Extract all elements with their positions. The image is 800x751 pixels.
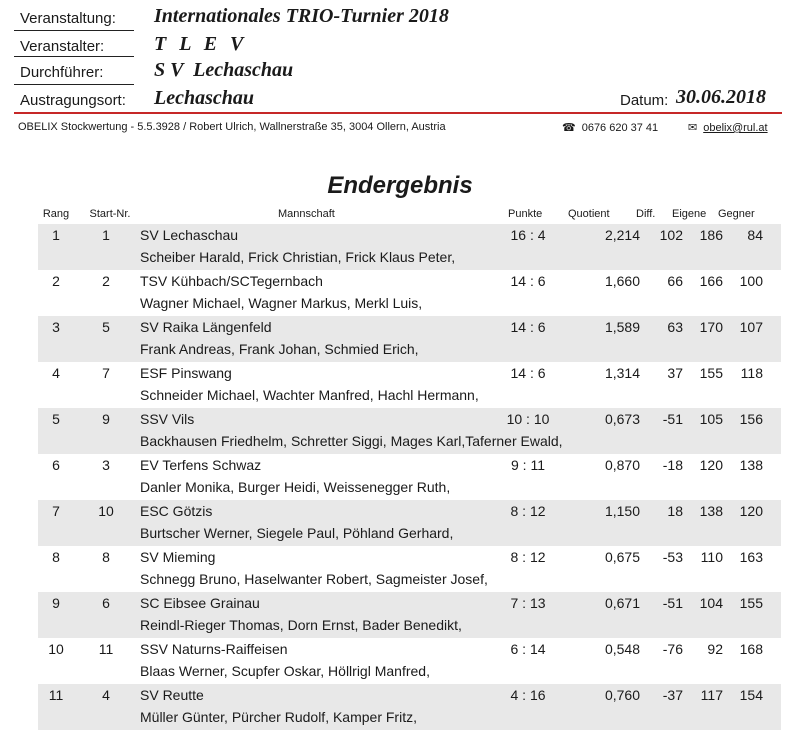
start-cell: 8 bbox=[102, 549, 110, 565]
date-value: 30.06.2018 bbox=[676, 86, 766, 108]
points-cell: 6 : 14 bbox=[510, 641, 546, 657]
col-team: Mannschaft bbox=[278, 208, 335, 220]
col-rank: Rang bbox=[42, 208, 70, 220]
opp-cell: 155 bbox=[739, 595, 763, 611]
rank-cell: 9 bbox=[52, 595, 60, 611]
team-cell: SV Raika Längenfeld bbox=[140, 319, 272, 335]
start-cell: 10 bbox=[98, 503, 114, 519]
organizer-label: Veranstalter: bbox=[20, 38, 105, 55]
table-row bbox=[38, 362, 781, 408]
diff-cell: -51 bbox=[662, 595, 683, 611]
own-cell: 170 bbox=[699, 319, 723, 335]
start-cell: 3 bbox=[102, 457, 110, 473]
start-cell: 5 bbox=[102, 319, 110, 335]
start-cell: 11 bbox=[98, 641, 114, 657]
event-value: Internationales TRIO-Turnier 2018 bbox=[154, 5, 449, 27]
phone-number: 0676 620 37 41 bbox=[581, 122, 659, 134]
players-cell: Frank Andreas, Frank Johan, Schmied Erich, bbox=[140, 341, 419, 357]
start-cell: 9 bbox=[102, 411, 110, 427]
opp-cell: 138 bbox=[739, 457, 763, 473]
own-cell: 166 bbox=[699, 273, 723, 289]
opp-cell: 107 bbox=[739, 319, 763, 335]
table-row bbox=[38, 500, 781, 546]
quotient-cell: 1,150 bbox=[604, 503, 640, 519]
diff-cell: -53 bbox=[662, 549, 683, 565]
team-cell: SV Reutte bbox=[140, 687, 204, 703]
venue-label: Austragungsort: bbox=[20, 92, 126, 109]
quotient-cell: 0,548 bbox=[604, 641, 640, 657]
points-cell: 14 : 6 bbox=[510, 273, 546, 289]
team-cell: SV Lechaschau bbox=[140, 227, 239, 243]
start-cell: 2 bbox=[102, 273, 110, 289]
own-cell: 120 bbox=[699, 457, 723, 473]
phone-contact bbox=[562, 121, 658, 134]
col-diff: Diff. bbox=[636, 208, 656, 220]
points-cell: 8 : 12 bbox=[510, 503, 546, 519]
mail-icon: ✉ bbox=[688, 122, 698, 134]
points-cell: 4 : 16 bbox=[510, 687, 546, 703]
rank-cell: 8 bbox=[52, 549, 60, 565]
table-row bbox=[38, 684, 781, 730]
points-cell: 14 : 6 bbox=[510, 365, 546, 381]
start-cell: 4 bbox=[102, 687, 110, 703]
header-rule bbox=[14, 30, 134, 31]
own-cell: 110 bbox=[700, 549, 723, 565]
team-cell: ESC Götzis bbox=[140, 503, 213, 519]
players-cell: Reindl-Rieger Thomas, Dorn Ernst, Bader Benedikt, bbox=[140, 617, 462, 633]
players-cell: Danler Monika, Burger Heidi, Weissenegger Ruth, bbox=[140, 479, 451, 495]
rank-cell: 6 bbox=[52, 457, 60, 473]
opp-cell: 118 bbox=[740, 365, 763, 381]
own-cell: 155 bbox=[699, 365, 723, 381]
start-cell: 1 bbox=[102, 227, 110, 243]
header-divider bbox=[14, 112, 782, 114]
organizer-contact: OBELIX Stockwertung - 5.5.3928 / Robert Ulrich, Wallnerstraße 35, 3004 Ollern, Austria bbox=[18, 121, 446, 133]
diff-cell: -51 bbox=[662, 411, 683, 427]
quotient-cell: 1,589 bbox=[604, 319, 640, 335]
quotient-cell: 2,214 bbox=[604, 227, 640, 243]
own-cell: 186 bbox=[699, 227, 723, 243]
col-own: Eigene bbox=[672, 208, 707, 220]
points-cell: 9 : 11 bbox=[511, 457, 545, 473]
table-row bbox=[38, 270, 781, 316]
rank-cell: 11 bbox=[48, 687, 64, 703]
email-link[interactable]: obelix@rul.at bbox=[703, 122, 768, 134]
opp-cell: 163 bbox=[739, 549, 763, 565]
team-cell: EV Terfens Schwaz bbox=[140, 457, 262, 473]
players-cell: Burtscher Werner, Siegele Paul, Pöhland Gerhard, bbox=[140, 525, 454, 541]
col-start: Start-Nr. bbox=[89, 208, 131, 220]
own-cell: 117 bbox=[700, 687, 723, 703]
diff-cell: 37 bbox=[667, 365, 683, 381]
executor-value: S V Lechaschau bbox=[154, 59, 294, 81]
diff-cell: 102 bbox=[659, 227, 683, 243]
diff-cell: 18 bbox=[667, 503, 683, 519]
header-rule bbox=[14, 56, 134, 57]
points-cell: 10 : 10 bbox=[506, 411, 550, 427]
table-row bbox=[38, 316, 781, 362]
organizer-value: T L E V bbox=[154, 33, 248, 55]
players-cell: Backhausen Friedhelm, Schretter Siggi, Mages Karl,Taferner Ewald, bbox=[140, 433, 563, 449]
executor-label: Durchführer: bbox=[20, 64, 104, 81]
date-label: Datum: bbox=[620, 92, 669, 109]
table-row bbox=[38, 454, 781, 500]
event-label: Veranstaltung: bbox=[20, 10, 116, 27]
own-cell: 92 bbox=[707, 641, 723, 657]
header-rule bbox=[14, 84, 134, 85]
points-cell: 8 : 12 bbox=[510, 549, 546, 565]
own-cell: 138 bbox=[699, 503, 723, 519]
team-cell: SSV Vils bbox=[140, 411, 195, 427]
players-cell: Wagner Michael, Wagner Markus, Merkl Luis, bbox=[140, 295, 423, 311]
players-cell: Scheiber Harald, Frick Christian, Frick Klaus Peter, bbox=[140, 249, 456, 265]
diff-cell: -76 bbox=[662, 641, 683, 657]
team-cell: ESF Pinswang bbox=[140, 365, 232, 381]
team-cell: SC Eibsee Grainau bbox=[140, 595, 260, 611]
table-row bbox=[38, 638, 781, 684]
diff-cell: 63 bbox=[667, 319, 683, 335]
rank-cell: 4 bbox=[52, 365, 60, 381]
quotient-cell: 1,660 bbox=[604, 273, 640, 289]
diff-cell: 66 bbox=[667, 273, 683, 289]
diff-cell: -37 bbox=[662, 687, 683, 703]
rank-cell: 3 bbox=[52, 319, 60, 335]
quotient-cell: 0,675 bbox=[604, 549, 640, 565]
table-row bbox=[38, 592, 781, 638]
points-cell: 14 : 6 bbox=[510, 319, 546, 335]
players-cell: Schnegg Bruno, Haselwanter Robert, Sagmeister Josef, bbox=[140, 571, 488, 587]
team-cell: SV Mieming bbox=[140, 549, 216, 565]
table-row bbox=[38, 546, 781, 592]
players-cell: Müller Günter, Pürcher Rudolf, Kamper Fritz, bbox=[140, 709, 417, 725]
team-cell: SSV Naturns-Raiffeisen bbox=[140, 641, 288, 657]
own-cell: 104 bbox=[699, 595, 723, 611]
opp-cell: 84 bbox=[747, 227, 763, 243]
email-contact bbox=[688, 121, 768, 134]
col-opp: Gegner bbox=[718, 208, 755, 220]
players-cell: Schneider Michael, Wachter Manfred, Hachl Hermann, bbox=[140, 387, 479, 403]
col-points: Punkte bbox=[508, 208, 543, 220]
quotient-cell: 0,671 bbox=[604, 595, 640, 611]
table-row bbox=[38, 224, 781, 270]
rank-cell: 7 bbox=[52, 503, 60, 519]
opp-cell: 154 bbox=[739, 687, 763, 703]
rank-cell: 10 bbox=[48, 641, 64, 657]
players-cell: Blaas Werner, Scupfer Oskar, Höllrigl Manfred, bbox=[140, 663, 430, 679]
start-cell: 6 bbox=[102, 595, 110, 611]
opp-cell: 168 bbox=[739, 641, 763, 657]
quotient-cell: 0,870 bbox=[604, 457, 640, 473]
rank-cell: 1 bbox=[52, 227, 60, 243]
start-cell: 7 bbox=[102, 365, 110, 381]
rank-cell: 2 bbox=[52, 273, 60, 289]
quotient-cell: 0,760 bbox=[604, 687, 640, 703]
table-row bbox=[38, 408, 781, 454]
points-cell: 7 : 13 bbox=[510, 595, 546, 611]
diff-cell: -18 bbox=[662, 457, 683, 473]
col-quotient: Quotient bbox=[568, 208, 610, 220]
phone-icon: ☎ bbox=[562, 122, 576, 134]
team-cell: TSV Kühbach/SCTegernbach bbox=[140, 273, 323, 289]
opp-cell: 156 bbox=[739, 411, 763, 427]
quotient-cell: 1,314 bbox=[604, 365, 640, 381]
venue-value: Lechaschau bbox=[154, 87, 254, 109]
points-cell: 16 : 4 bbox=[510, 227, 546, 243]
quotient-cell: 0,673 bbox=[604, 411, 640, 427]
opp-cell: 120 bbox=[739, 503, 763, 519]
page-title: Endergebnis bbox=[327, 172, 473, 199]
opp-cell: 100 bbox=[739, 273, 763, 289]
rank-cell: 5 bbox=[52, 411, 60, 427]
own-cell: 105 bbox=[699, 411, 723, 427]
